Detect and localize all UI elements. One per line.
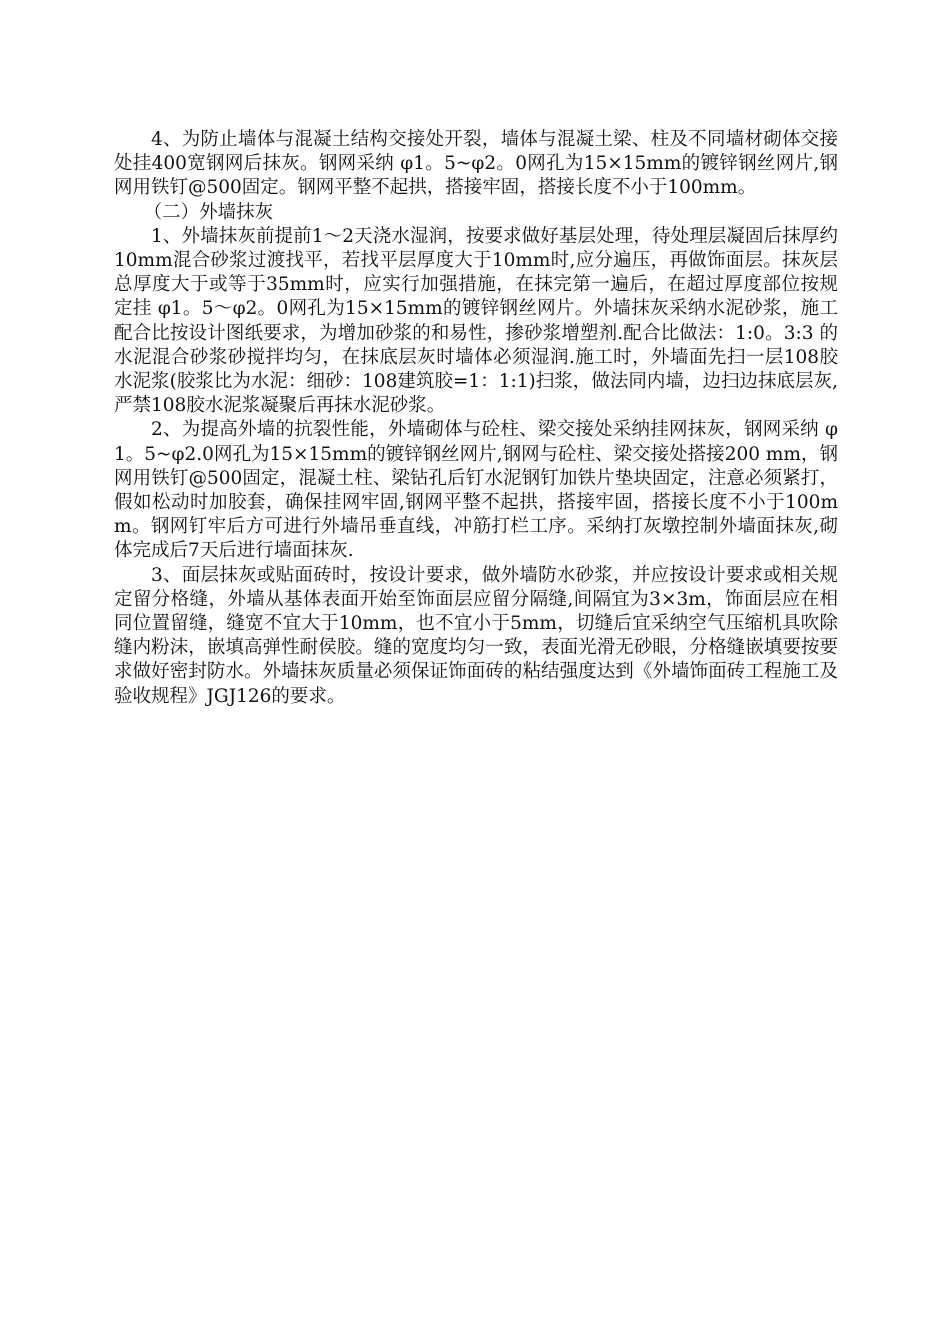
section-heading-exterior-plaster: （二）外墙抹灰 [143,201,274,223]
body-text [114,128,838,709]
paragraph-exterior-plaster-1: 1、外墙抹灰前提前1～2天浇水湿润，按要求做好基层处理，待处理层凝固后抹厚约10mm混合砂浆过渡找平，若找平层厚度大于10mm时,应分遍压，再做饰面层。抹灰层总厚度大于或等于35mm时，应实行加强措施，在抹完第一遍后，在超过厚度部位按规定挂 φ1。5～φ2。0网孔为15×15mm的镀锌钢丝网片。外墙抹灰采纳水泥砂浆，施工配合比按设计图纸要求，为增加砂浆的和易性，掺砂浆增塑剂.配合比做法：1:0。3:3 的水泥混合砂浆砂搅拌均匀，在抹底层灰时墙体必须湿润.施工时，外墙面先扫一层108胶水泥浆(胶浆比为水泥：细砂：108建筑胶=1：1:1)扫浆，做法同内墙，边扫边抹底层灰,严禁108胶水泥浆凝聚后再抹水泥砂浆。 [114,225,838,417]
paragraph-steel-mesh: 4、为防止墙体与混凝土结构交接处开裂，墙体与混凝土梁、柱及不同墙材砌体交接处挂400宽钢网后抹灰。钢网采纳 φ1。5~φ2。0网孔为15×15mm的镀锌钢丝网片,钢网用铁钉@500固定。钢网平整不起拱，搭接牢固，搭接长度不小于100mm。 [114,129,838,199]
paragraph-exterior-plaster-2: 2、为提高外墙的抗裂性能，外墙砌体与砼柱、梁交接处采纳挂网抹灰，钢网采纳 φ1。5~φ2.0网孔为15×15mm的镀锌钢丝网片,钢网与砼柱、梁交接处搭接200 mm，钢网用铁钉@500固定，混凝土柱、梁钻孔后钉水泥钢钉加铁片垫块固定，注意必须紧打，假如松动时加胶套，确保挂网牢固,钢网平整不起拱，搭接牢固，搭接长度不小于100mm。钢网钉牢后方可进行外墙吊垂直线，冲筋打栏工序。采纳打灰墩控制外墙面抹灰,砌体完成后7天后进行墙面抹灰. [114,419,838,562]
paragraph-exterior-plaster-3: 3、面层抹灰或贴面砖时，按设计要求，做外墙防水砂浆，并应按设计要求或相关规定留分格缝，外墙从基体表面开始至饰面层应留分隔缝,间隔宜为3×3m，饰面层应在相同位置留缝，缝宽不宜大于10mm，也不宜小于5mm，切缝后宜采纳空气压缩机具吹除缝内粉沫，嵌填高弹性耐侯胶。缝的宽度均匀一致，表面光滑无砂眼，分格缝嵌填要按要求做好密封防水。外墙抹灰质量必须保证饰面砖的粘结强度达到《外墙饰面砖工程施工及验收规程》JGJ126的要求。 [114,564,838,707]
